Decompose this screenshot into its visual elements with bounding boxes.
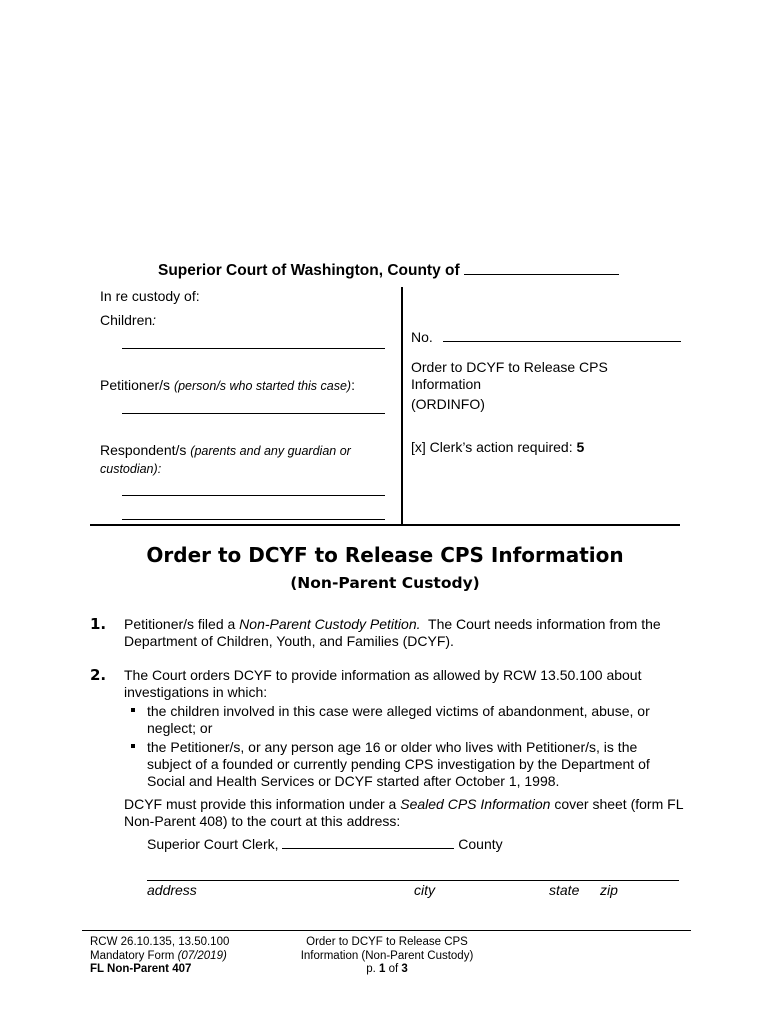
footer-center: Order to DCYF to Release CPS Information (Non-Parent Custody) p. 1 of 3 [300, 936, 474, 975]
bullet-icon [131, 744, 135, 748]
caption-bottom-rule [90, 524, 680, 526]
clerk-action: [x] Clerk’s action required: 5 [411, 439, 585, 455]
respondent-label: Respondent/s (parents and any guardian or custodian): [100, 442, 351, 476]
state-label: state [549, 882, 580, 898]
footer-left: RCW 26.10.135, 13.50.100 Mandatory Form (07/2019) FL Non-Parent 407 [90, 936, 230, 975]
bullet-1-text: the children involved in this case were alleged victims of abandonment, abuse, or neglect; or [147, 703, 650, 736]
county-blank[interactable] [464, 274, 619, 275]
clerk-county-blank[interactable] [282, 848, 454, 849]
city-label: city [414, 882, 435, 898]
respondent-name-line-2[interactable] [122, 519, 385, 520]
document-subtitle: (Non-Parent Custody) [290, 574, 480, 592]
address-line[interactable] [147, 880, 679, 881]
section-2-number: 2. [90, 666, 107, 684]
order-code: (ORDINFO) [411, 396, 485, 412]
sealed-cps-paragraph: DCYF must provide this information under a Sealed CPS Information cover sheet (form FL Non-Parent 408) to the court at this address: [124, 796, 684, 829]
footer-rule [82, 930, 691, 931]
children-label: Children: [100, 312, 157, 328]
section-2-text: The Court orders DCYF to provide information as allowed by RCW 13.50.100 about investigations in which: [124, 667, 642, 700]
in-re-label: In re custody of: [100, 288, 200, 304]
case-number-blank[interactable] [443, 341, 681, 342]
clerk-county-line: Superior Court Clerk, County [147, 836, 503, 852]
court-title: Superior Court of Washington, County of [158, 262, 619, 280]
bullet-icon [131, 708, 135, 712]
caption-divider [401, 287, 403, 524]
document-title: Order to DCYF to Release CPS Information [146, 543, 624, 567]
petitioner-name-line[interactable] [122, 413, 385, 414]
petitioner-label: Petitioner/s (person/s who started this case): [100, 377, 355, 393]
respondent-name-line-1[interactable] [122, 495, 385, 496]
section-1-text: Petitioner/s filed a Non-Parent Custody Petition. The Court needs information from the Department of Children, Youth, and Families (DCYF). [124, 616, 661, 649]
zip-label: zip [600, 882, 618, 898]
address-label: address [147, 882, 197, 898]
order-title-caption: Order to DCYF to Release CPS Information [411, 359, 608, 392]
case-number: No. [411, 329, 681, 345]
section-1-number: 1. [90, 615, 107, 633]
bullet-2-text: the Petitioner/s, or any person age 16 or older who lives with Petitioner/s, is the subject of a founded or currently pending CPS investigation by the Department of Social and Health Services or DCYF started after October 1, 1998. [147, 739, 650, 789]
children-name-line[interactable] [122, 348, 385, 349]
